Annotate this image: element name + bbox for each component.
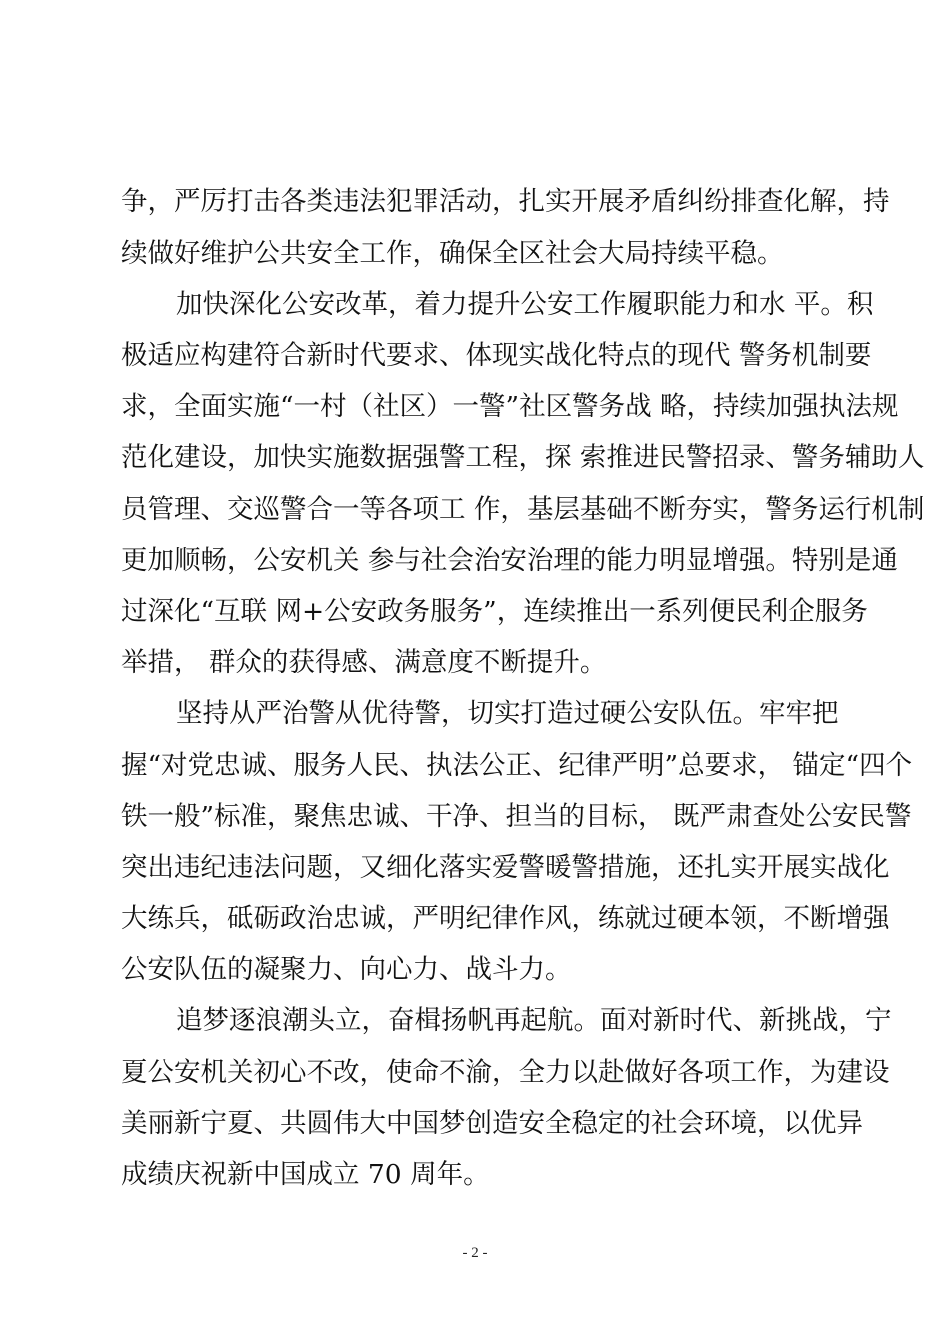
paragraph-3-line-2: 握“对党忠诚、服务人民、执法公正、纪律严明”总要求， 锚定“四个 — [121, 750, 913, 781]
paragraph-3-line-1: 坚持从严治警从优待警，切实打造过硬公安队伍。牢牢把 — [176, 698, 839, 729]
paragraph-4-line-2: 夏公安机关初心不改，使命不渝，全力以赴做好各项工作，为建设 — [121, 1057, 890, 1088]
paragraph-3-line-6: 公安队伍的凝聚力、向心力、战斗力。 — [121, 954, 572, 985]
page-number: - 2 - — [462, 1245, 488, 1261]
paragraph-2-line-8: 举措， 群众的获得感、满意度不断提升。 — [121, 647, 607, 678]
paragraph-2-line-5: 员管理、交巡警合一等各项工 作，基层基础不断夯实，警务运行机制 — [121, 494, 925, 525]
paragraph-2-line-4: 范化建设，加快实施数据强警工程，探 索推进民警招录、警务辅助人 — [121, 442, 925, 473]
paragraph-1-line-1: 争，严厉打击各类违法犯罪活动，扎实开展矛盾纠纷排查化解，持 — [121, 186, 890, 217]
paragraph-2-line-1: 加快深化公安改革，着力提升公安工作履职能力和水 平。积 — [176, 289, 874, 320]
paragraph-2-line-6: 更加顺畅，公安机关 参与社会治安治理的能力明显增强。特别是通 — [121, 545, 898, 576]
paragraph-4-line-1: 追梦逐浪潮头立，奋楫扬帆再起航。面对新时代、新挑战，宁 — [176, 1005, 892, 1036]
paragraph-1-line-2: 续做好维护公共安全工作，确保全区社会大局持续平稳。 — [121, 238, 784, 269]
paragraph-4-line-3: 美丽新宁夏、共圆伟大中国梦创造安全稳定的社会环境，以优异 — [121, 1108, 863, 1139]
paragraph-3-line-4: 突出违纪违法问题，又细化落实爱警暖警措施，还扎实开展实战化 — [121, 852, 890, 883]
paragraph-3-line-5: 大练兵，砥砺政治忠诚，严明纪律作风，练就过硬本领，不断增强 — [121, 903, 890, 934]
paragraph-2-line-2: 极适应构建符合新时代要求、体现实战化特点的现代 警务机制要 — [121, 340, 872, 371]
paragraph-2-line-7: 过深化“互联 网+公安政务服务”，连续推出一系列便民利企服务 — [121, 596, 868, 627]
paragraph-2-line-3: 求，全面实施“一村（社区）一警”社区警务战 略，持续加强执法规 — [121, 391, 899, 422]
paragraph-3-line-3: 铁一般”标准，聚焦忠诚、干净、担当的目标， 既严肃查处公安民警 — [121, 801, 912, 832]
paragraph-4-line-4: 成绩庆祝新中国成立 70 周年。 — [121, 1159, 490, 1190]
